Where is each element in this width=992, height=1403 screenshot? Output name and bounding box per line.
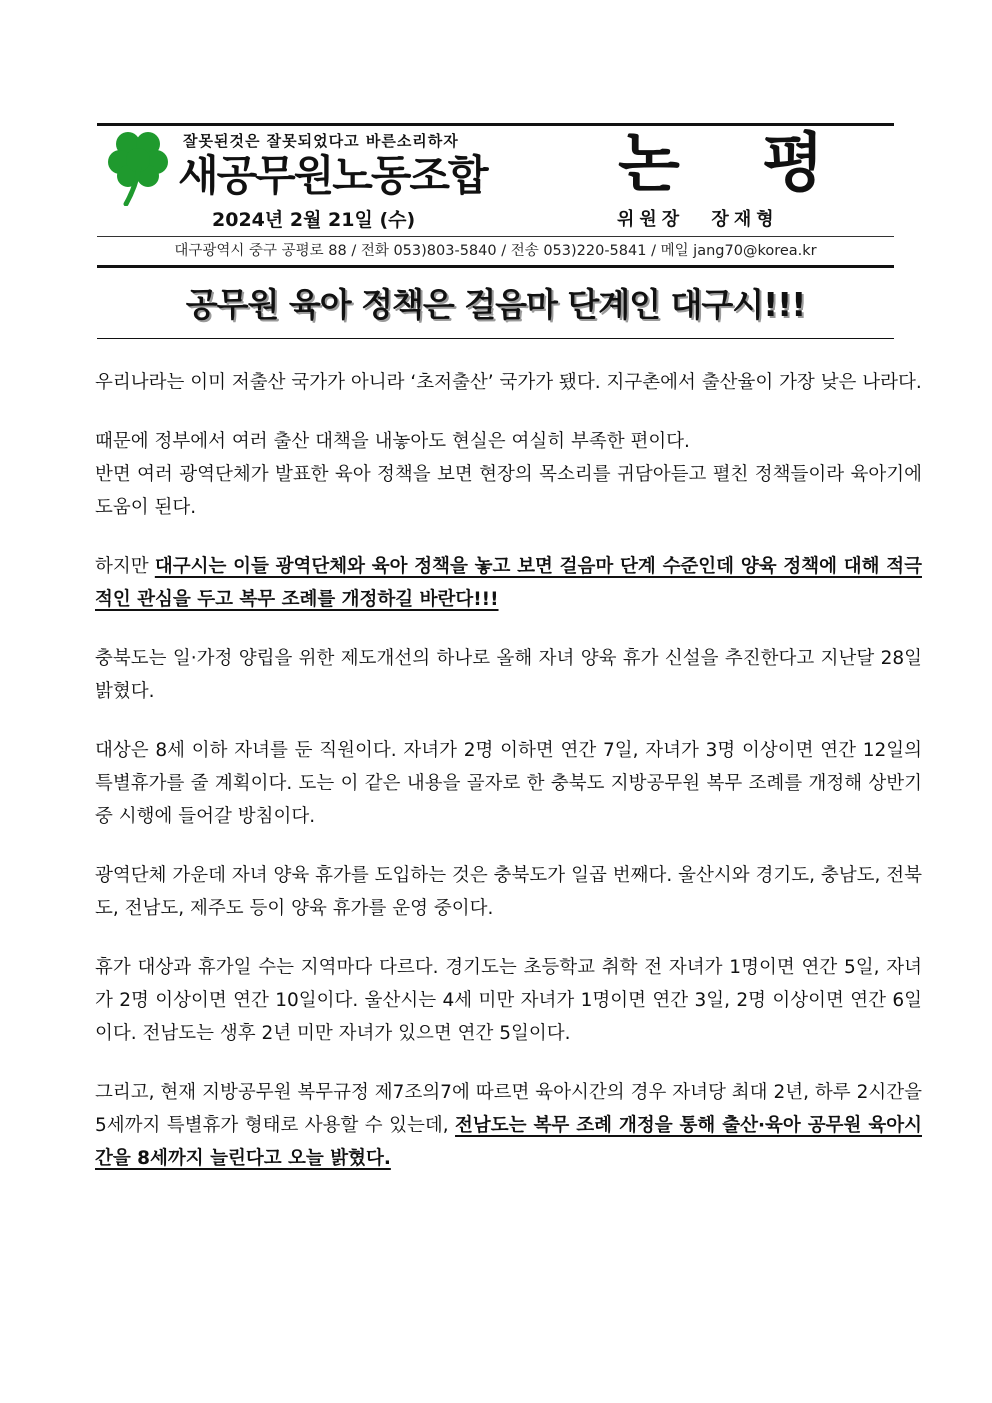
contact-info: 대구광역시 중구 공평로 88 / 전화 053)803-5840 / 전송 053)220-5841 / 메일 jang70@korea.kr [174,243,817,259]
paragraph-5: 대상은 8세 이하 자녀를 둔 직원이다. 자녀가 2명 이하면 연간 7일, 자녀가 3명 이상이면 연간 12일의 특별휴가를 줄 계획이다. 도는 이 같은 내용을 골자로 한 충북도 지방공무원 복무 조례를 개정해 상반기 중 시행에 들어갈 방침이다. [95,740,922,827]
clover-logo-icon [106,128,170,206]
union-name: 새공무원노동조합 [178,151,487,200]
release-date: 2024년 2월 21일 (수) [212,209,416,231]
paragraph-2a: 때문에 정부에서 여러 출산 대책을 내놓아도 현실은 여실히 부족한 편이다. [95,431,690,452]
paragraph-3-lead: 하지만 [95,556,155,577]
union-slogan: 잘못된것은 잘못되었다고 바른소리하자 [183,132,459,150]
paragraph-3-emphasis: 대구시는 이들 광역단체와 육아 정책을 놓고 보면 걸음마 단계 수준인데 양육 정책에 대해 적극적인 관심을 두고 복무 조례를 개정하길 바란다!!! [95,556,922,610]
document-type-title: 논 평 [618,127,824,201]
header-top-rule [97,123,894,126]
chairperson-name: 위원장 장재형 [617,209,779,230]
article-body [95,366,922,1201]
paragraph-8-lead: 그리고, 현재 지방공무원 복무규정 제7조의7에 따르면 육아시간의 경우 자녀당 최대 2년, 하루 2시간을 5세까지 특별휴가 형태로 사용할 수 있는데, [95,1082,922,1136]
headline: 공무원 육아 정책은 걸음마 단계인 대구시!!! [185,285,806,324]
header-bottom-rule [97,265,894,268]
paragraph-1: 우리나라는 이미 저출산 국가가 아니라 ‘초저출산’ 국가가 됐다. 지구촌에서 출산율이 가장 낮은 나라다. [95,372,922,393]
header-thin-rule [97,236,894,237]
paragraph-6: 광역단체 가운데 자녀 양육 휴가를 도입하는 것은 충북도가 일곱 번째다. 울산시와 경기도, 충남도, 전북도, 전남도, 제주도 등이 양육 휴가를 운영 중이다. [95,865,922,919]
paragraph-4: 충북도는 일·가정 양립을 위한 제도개선의 하나로 올해 자녀 양육 휴가 신설을 추진한다고 지난달 28일 밝혔다. [95,648,922,702]
paragraph-3 [95,550,922,616]
paragraph-8-emphasis: 전남도는 복무 조례 개정을 통해 출산·육아 공무원 육아시간을 8세까지 늘린다고 오늘 밝혔다. [95,1115,922,1169]
paragraph-7: 휴가 대상과 휴가일 수는 지역마다 다르다. 경기도는 초등학교 취학 전 자녀가 1명이면 연간 5일, 자녀가 2명 이상이면 연간 10일이다. 울산시는 4세 미만 자녀가 1명이면 연간 3일, 2명 이상이면 연간 6일이다. 전남도는 생후 2년 미만 자녀가 있으면 연간 5일이다. [95,957,922,1044]
paragraph-8 [95,1076,922,1175]
paragraph-2b: 반면 여러 광역단체가 발표한 육아 정책을 보면 현장의 목소리를 귀담아듣고 펼친 정책들이라 육아기에 도움이 된다. [95,464,922,518]
headline-rule [97,338,894,339]
